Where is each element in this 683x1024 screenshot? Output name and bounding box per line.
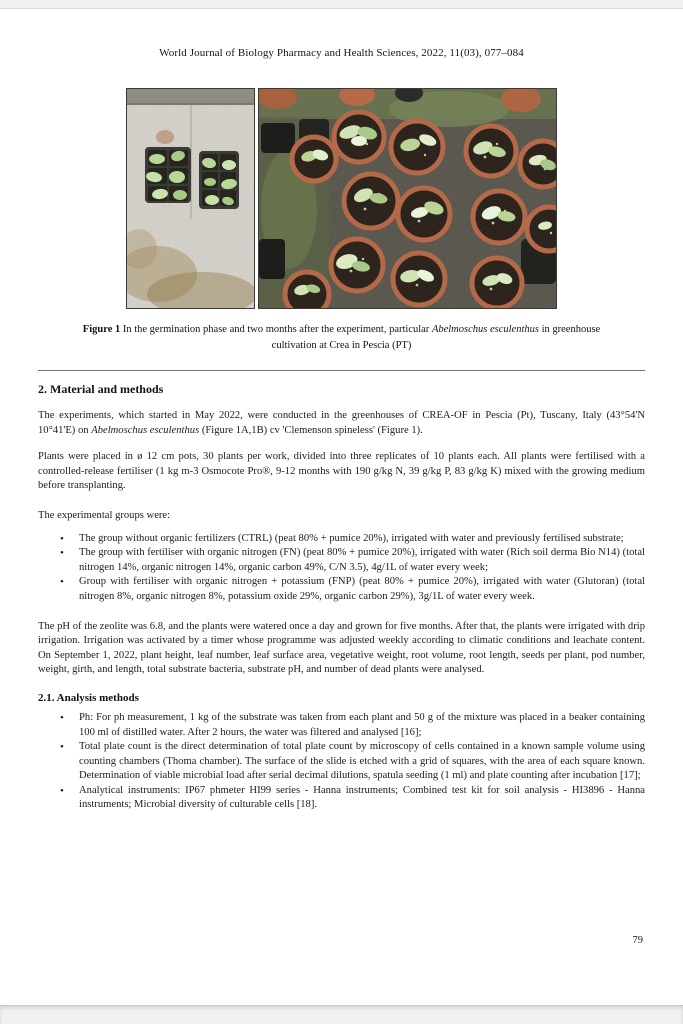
paper-page: [0, 10, 683, 1005]
list-item-ctrl-group: • The group without organic fertilizers (CTRL) (peat 80% + pumice 20%), irrigated with water and previously fertilised substrate;: [58, 532, 645, 547]
experimental-groups-list: [38, 532, 645, 605]
heading-analysis-methods: 2.1. Analysis methods: [38, 691, 139, 704]
paragraph-experiments-species: Abelmoschus esculenthus: [91, 424, 200, 436]
journal-header: World Journal of Biology Pharmacy and Health Sciences, 2022, 11(03), 077–084: [159, 47, 524, 59]
figure-caption-label: Figure 1: [82, 324, 121, 335]
photo-germination-trays: [126, 88, 255, 309]
paragraph-experiments-pre: The experiments, which started in May 2022, were conducted in the greenhouses of CREA-OF in Pescia (Pt), Tuscany, Italy (43°54'N 10°41'E) on: [38, 410, 645, 436]
viewer-top-margin: [0, 0, 683, 9]
figure-caption-species: Abelmoschus esculenthus: [431, 324, 539, 335]
paragraph-plants-placed: Plants were placed in ø 12 cm pots, 30 plants per work, divided into three replicates of 10 plants each. All plants were fertilised with a controlled-release fertiliser (1 kg m-3 Osmocote Pro®, 9-12 months with 190 g/kg N, 39 g/kg P, 83 g/kg K) mixed with the growing medium before transplanting.: [38, 451, 645, 492]
analysis-methods-list: [38, 711, 645, 813]
list-item-ph-measurement: • Ph: For ph measurement, 1 kg of the substrate was taken from each plant and 50 g of the mixture was placed in a beaker containing 100 ml of distilled water. After 2 hours, the water was filtered and analysed [16];: [58, 711, 645, 740]
paragraph-ph-zeolite: The pH of the zeolite was 6.8, and the plants were watered once a day and grown for five months. After that, the plants were irrigated with drip irrigation. Irrigation was activated by a timer whose programme was adjusted weekly according to climatic conditions and leachate content. On September 1, 2022, plant height, leaf number, leaf surface area, vegetative weight, root volume, root length, seeds per plant, pod number, weight, girth, and length, total substrate bacteria, substrate pH, and number of dead plants were analysed.: [38, 620, 645, 676]
paragraph-experiments: [38, 409, 645, 438]
paragraph-experiments-post: (Figure 1A,1B) cv 'Clemenson spineless' (Figure 1).: [199, 424, 423, 436]
list-item-analytical-instruments: • Analytical instruments: IP67 phmeter HI99 series - Hanna instruments; Combined test kit for soil analysis - HI3896 - Hanna instruments; Microbial diversity of culturable cells [18].: [58, 784, 645, 813]
heading-material-and-methods: 2. Material and methods: [38, 382, 164, 396]
list-item-total-plate-count: • Total plate count is the direct determination of total plate count by microscopy of cells contained in a known sample volume using counting chambers (Thoma chamber). The surface of the slide is etched with a grid of squares, with the area of each square known. Determination of viable microbial load after serial decimal dilutions, spatula seeding (1 ml) and plate counting after incubation [17];: [58, 740, 645, 784]
list-item-fnp-group: • Group with fertiliser with organic nitrogen + potassium (FNP) (peat 80% + pumice 20%), irrigated with water (Glutoran) (total nitrogen 8%, organic nitrogen 8%, potassium oxide 29%, organic carbon 29%), 3g/1L of water every week.: [58, 575, 645, 604]
paragraph-experimental-groups-intro: The experimental groups were:: [38, 509, 171, 521]
list-item-fn-group: • The group with fertiliser with organic nitrogen (FN) (peat 80% + pumice 20%), irrigated with water (Rich soil derma Bio N14) (total nitrogen 14%, organic nitrogen 14%, organic carbon 49%, C/N 3.5), 4g/1L of water every week;: [58, 546, 645, 575]
section-divider: [38, 370, 645, 371]
figure-1-photos: [38, 88, 645, 309]
photo-potted-plants: [258, 88, 557, 309]
figure-1-caption: [66, 322, 618, 353]
page-number: 79: [632, 935, 643, 946]
viewer-bottom-margin: [0, 1005, 683, 1024]
figure-caption-text-1: In the germination phase and two months after the experiment, particular: [120, 324, 432, 335]
figure-caption-text-2: in greenhouse cultivation at Crea in Pescia (PT): [271, 324, 601, 351]
